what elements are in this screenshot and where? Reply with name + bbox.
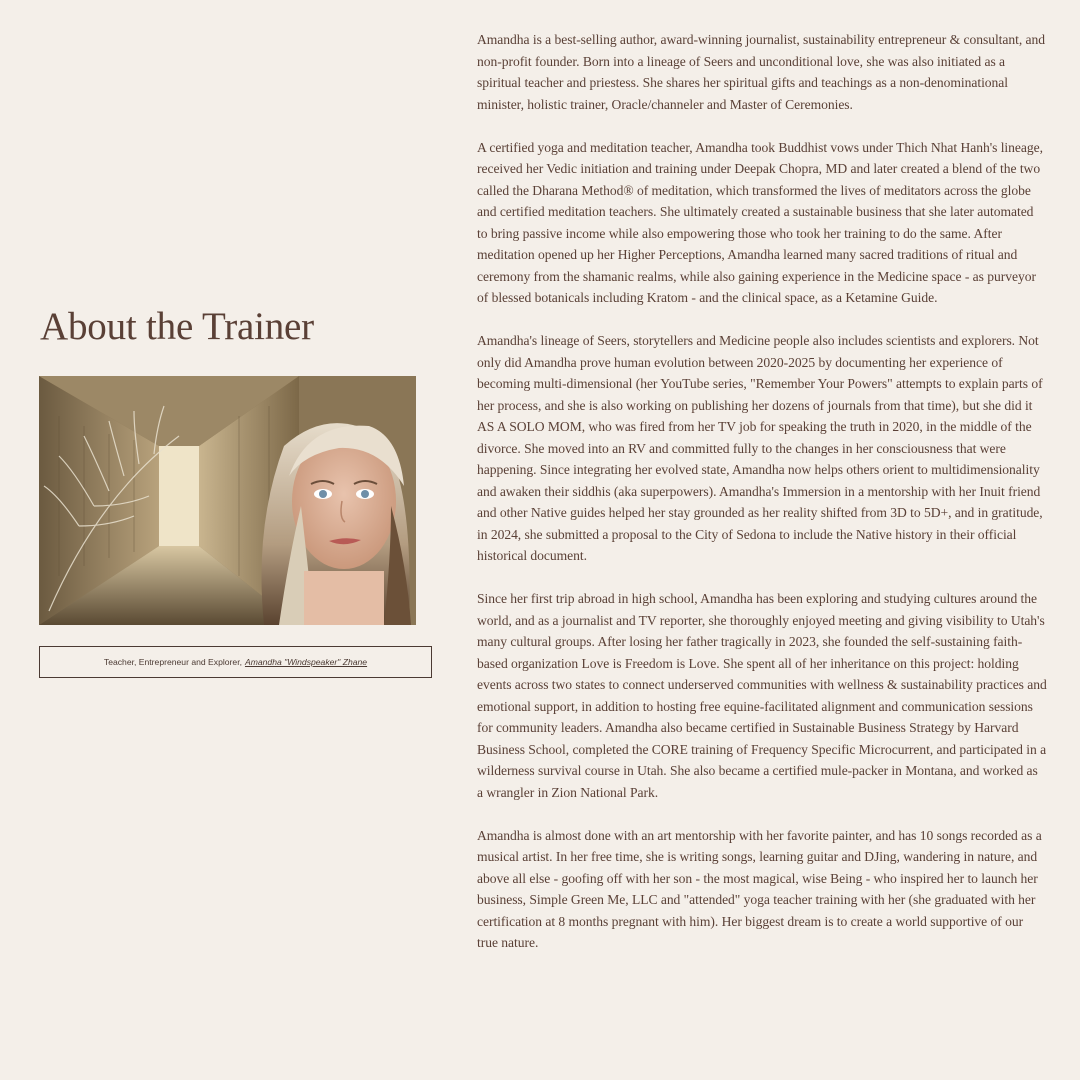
caption-text: Teacher, Entrepreneur and Explorer, — [103, 657, 242, 667]
section-title: About the Trainer — [40, 305, 314, 348]
bio-paragraph: A certified yoga and meditation teacher, Amandha took Buddhist vows under Thich Nhat Hanh's lineage, received her Vedic initiation and training under Deepak Chopra, MD and later created a blend of the two called the Dharana Method® of meditation, which transformed the lives of meditators across the globe and certified meditation teachers. She ultimately created a sustainable business that she later automated to bring passive income while also empowering those who took her training to do the same. After meditation opened up her Higher Perceptions, Amandha learned many sacred traditions of ritual and ceremony from the shamanic realms, while also gaining experience in the Medicine space - as purveyor of blessed botanicals including Kratom - and the clinical space, as a Ketamine Guide. — [477, 139, 1043, 305]
photo-caption — [39, 646, 432, 678]
bio-paragraph: Amandha is almost done with an art mentorship with her favorite painter, and has 10 songs recorded as a musical artist. In her free time, she is writing songs, learning guitar and DJing, wandering in nature, and above all else - goofing off with her son - the most magical, wise Being - who inspired her to launch her business, Simple Green Me, LLC and "attended" yoga teacher training with her (she graduated with her certification at 8 months pregnant with him). Her biggest dream is to create a world supportive of our true nature. — [477, 827, 1042, 950]
trainer-name-link[interactable]: Amandha "Windspeaker" Zhane — [244, 657, 368, 667]
bio-paragraph: Amandha's lineage of Seers, storytellers and Medicine people also includes scientists and explorers. Not only did Amandha prove human evolution between 2020-2025 by documenting her experience of becoming multi-dimensional (her YouTube series, "Remember Your Powers" attempts to explain parts of her process, and she is also working on publishing her dozens of journals from that time), but she did it AS A SOLO MOM, who was fired from her TV job for speaking the truth in 2020, in the middle of the divorce. She moved into an RV and committed fully to the changes in her consciousness that were happening. Since integrating her evolved state, Amandha now helps others orient to multidimensionality and awaken their siddhis (aka superpowers). Amandha's Immersion in a mentorship with her Inuit friend and other Native guides helped her stay grounded as her reality shifted from 3D to 5D+, and in gratitude, in 2024, she submitted a proposal to the City of Sedona to include the Native history in their official historical document. — [477, 333, 1043, 563]
trainer-photo — [39, 376, 416, 625]
trainer-bio — [477, 29, 1047, 975]
trainer-portrait-image — [39, 376, 416, 625]
bio-paragraph: Amandha is a best-selling author, award-winning journalist, sustainability entrepreneur & consultant, and non-profit founder. Born into a lineage of Seers and unconditional love, she was also initiated as a spiritual teacher and priestess. She shares her spiritual gifts and teachings as a non-denominational minister, holistic trainer, Oracle/channeler and Master of Ceremonies. — [477, 32, 1046, 112]
bio-paragraph: Since her first trip abroad in high school, Amandha has been exploring and studying cultures around the world, and as a journalist and TV reporter, she thoroughly enjoyed meeting and giving visibility to Utah's many cultural groups. After losing her father tragically in 2023, she founded the self-sustaining faith-based organization Love is Freedom is Love. She spent all of her inheritance on this project: holding events across two states to connect underserved communities with wellness & sustainability practices and emotional support, in addition to hosting free equine-facilitated alignment and communication sessions for community leaders. Amandha also became certified in Sustainable Business Strategy by Harvard Business School, completed the CORE training of Frequency Specific Microcurrent, and participated in a wilderness survival course in Utah. She also became a certified mule-packer in Montana, and worked as a wrangler in Zion National Park. — [477, 591, 1047, 800]
